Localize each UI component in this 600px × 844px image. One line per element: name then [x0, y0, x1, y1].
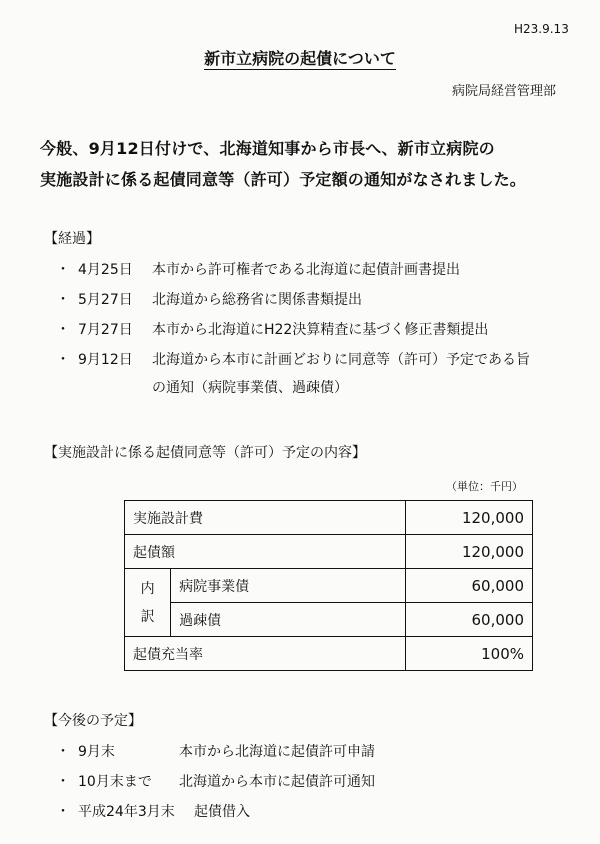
row-label: 病院事業債: [171, 569, 406, 603]
history-text: 本市から北海道にH22決算精査に基づく修正書類提出: [152, 322, 489, 338]
row-value: 60,000: [406, 603, 533, 637]
document-date: H23.9.13: [514, 22, 569, 36]
schedule-text: 本市から北海道に起債許可申請: [179, 744, 375, 760]
table-row: [125, 603, 533, 637]
schedule-date: 平成24年3月末: [78, 804, 175, 820]
bullet: ・: [56, 804, 70, 820]
history-date: 9月12日: [78, 352, 133, 368]
bullet: ・: [56, 744, 70, 760]
history-text: 本市から許可権者である北海道に起債計画書提出: [152, 262, 460, 278]
table-row: [125, 569, 533, 603]
schedule-item: [56, 801, 250, 821]
content-heading: 【実施設計に係る起債同意等（許可）予定の内容】: [44, 445, 366, 461]
department-name: 病院局経営管理部: [452, 84, 557, 99]
row-label: 起債充当率: [125, 637, 406, 671]
row-label: 実施設計費: [125, 501, 406, 535]
bullet: ・: [56, 774, 70, 790]
row-value: 60,000: [406, 569, 533, 603]
bullet: ・: [56, 322, 70, 338]
schedule-date: 9月末: [78, 744, 115, 760]
breakdown-label: [125, 569, 171, 637]
breakdown-char-2: 訳: [140, 608, 155, 625]
row-label: 過疎債: [171, 603, 406, 637]
schedule-item: [56, 771, 375, 791]
breakdown-char-1: 内: [140, 580, 155, 597]
table-row: [125, 501, 533, 535]
history-item: [56, 319, 488, 339]
row-label: 起債額: [125, 535, 406, 569]
history-date: 4月25日: [78, 262, 133, 278]
lead-line-2: 実施設計に係る起債同意等（許可）予定額の通知がなされました。: [40, 170, 527, 189]
schedule-text: 北海道から本市に起債許可通知: [179, 774, 375, 790]
table-row: [125, 637, 533, 671]
bullet: ・: [56, 292, 70, 308]
history-heading: 【経過】: [44, 231, 100, 247]
bullet: ・: [56, 352, 70, 368]
history-date: 5月27日: [78, 292, 133, 308]
row-value: 100%: [406, 637, 533, 671]
document-title-text: 新市立病院の起債について: [204, 49, 396, 68]
lead-line-1: 今般、9月12日付けで、北海道知事から市長へ、新市立病院の: [40, 139, 495, 158]
bullet: ・: [56, 262, 70, 278]
history-item: [56, 349, 530, 369]
history-item: [56, 259, 460, 279]
unit-label: （単位：千円）: [446, 480, 523, 493]
table-row: [125, 535, 533, 569]
history-item: [56, 289, 362, 309]
row-value: 120,000: [406, 535, 533, 569]
history-text: 北海道から本市に計画どおりに同意等（許可）予定である旨: [152, 352, 530, 368]
history-date: 7月27日: [78, 322, 133, 338]
schedule-heading: 【今後の予定】: [44, 713, 142, 729]
schedule-date: 10月末まで: [78, 774, 152, 790]
schedule-item: [56, 741, 375, 761]
bond-amount-table: [124, 500, 533, 671]
document-title: [0, 46, 600, 69]
history-text-continued: の通知（病院事業債、過疎債）: [152, 380, 348, 396]
history-text: 北海道から総務省に関係書類提出: [152, 292, 362, 308]
schedule-text: 起債借入: [194, 804, 250, 820]
row-value: 120,000: [406, 501, 533, 535]
